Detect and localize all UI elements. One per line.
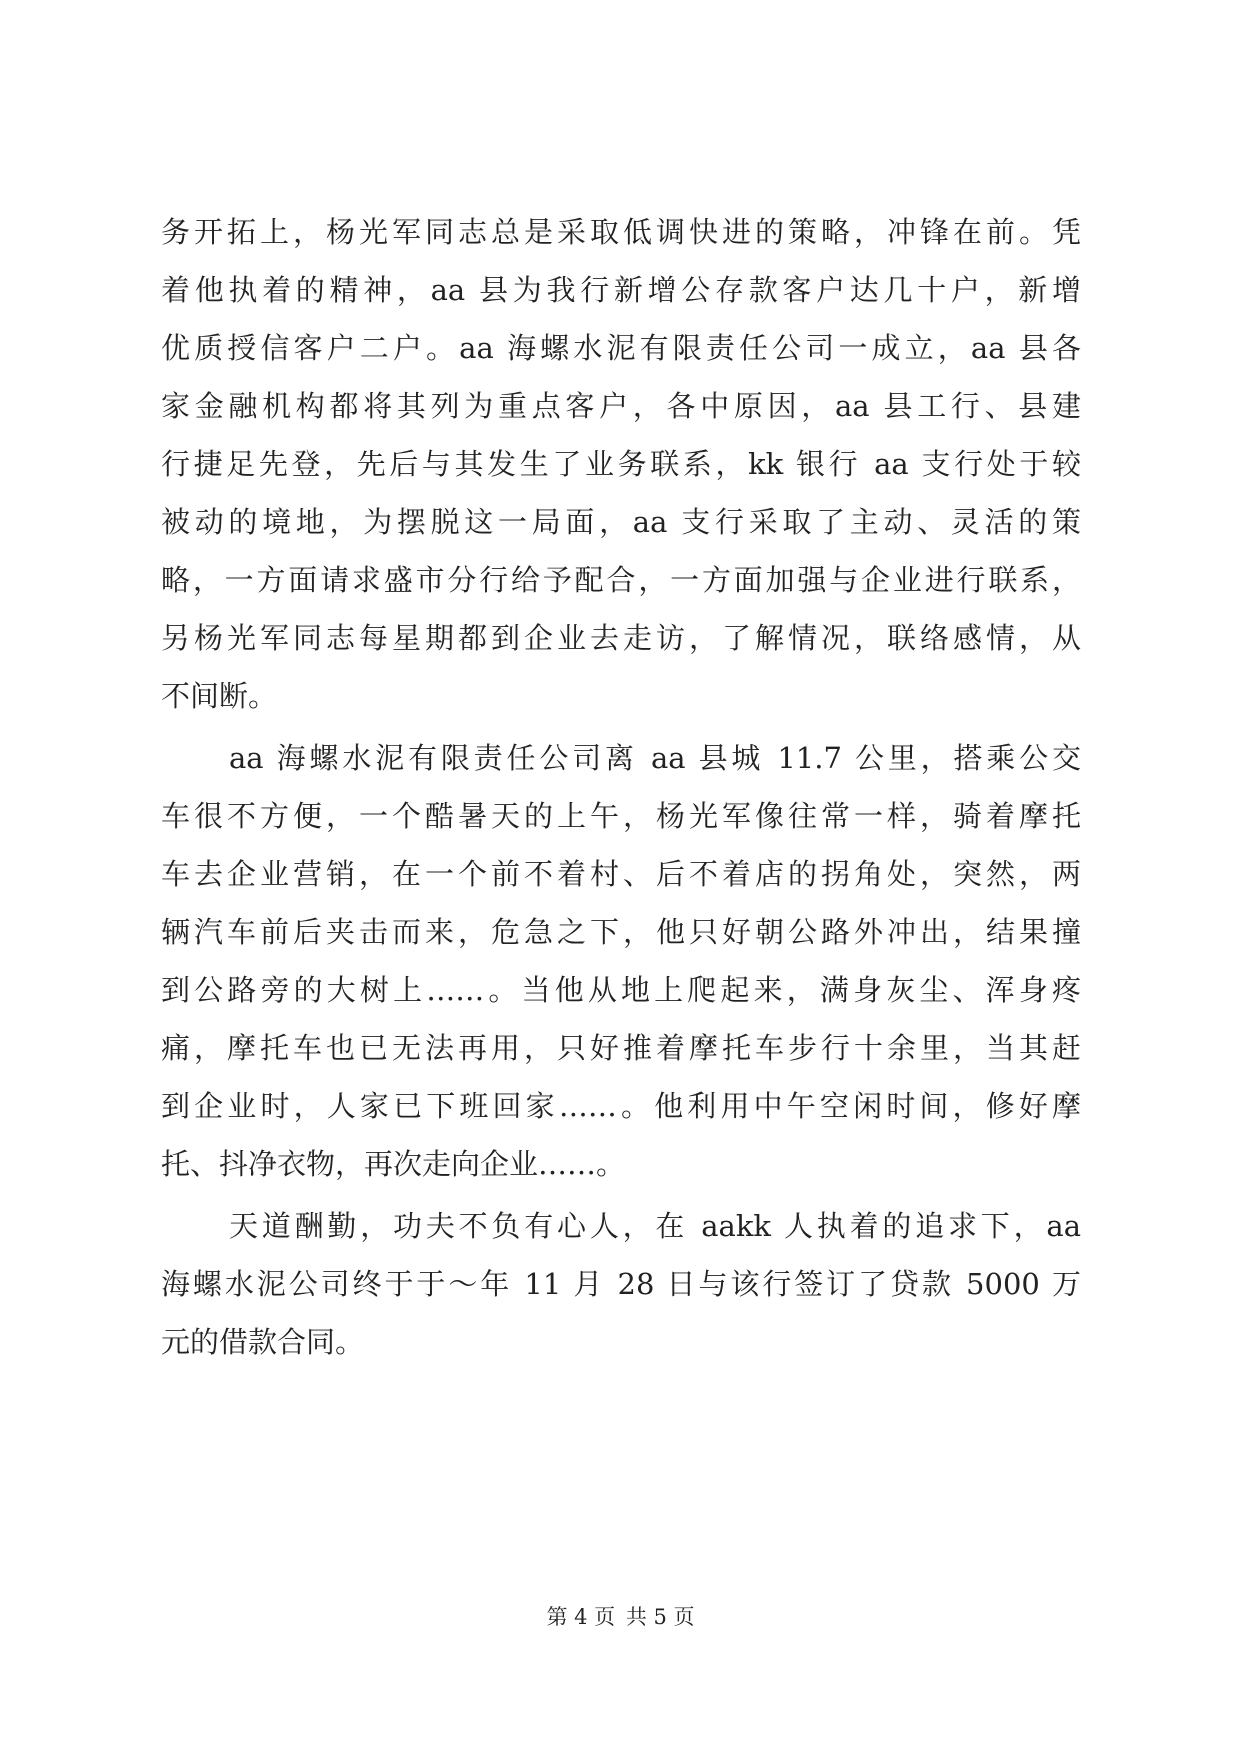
paragraph-1-line-8: 另杨光军同志每星期都到企业去走访，了解情况，联络感情，从 — [161, 621, 1081, 655]
paragraph-3-line-3: 元的借款合同。 — [161, 1325, 365, 1359]
paragraph-3-line-1: 天道酬勤，功夫不负有心人，在 aakk 人执着的追求下，aa — [229, 1209, 1081, 1243]
paragraph-2-line-3: 车去企业营销，在一个前不着村、后不着店的拐角处，突然，两 — [161, 857, 1081, 891]
paragraph-2-line-6: 痛，摩托车也已无法再用，只好推着摩托车步行十余里，当其赶 — [161, 1031, 1081, 1065]
paragraph-2-line-1: aa 海螺水泥有限责任公司离 aa 县城 11.7 公里，搭乘公交 — [229, 741, 1081, 775]
page-total: 共 5 页 — [625, 1605, 695, 1629]
page-footer — [0, 1603, 1241, 1631]
paragraph-3-line-2: 海螺水泥公司终于于～年 11 月 28 日与该行签订了贷款 5000 万 — [161, 1267, 1081, 1301]
paragraph-1-line-6: 被动的境地，为摆脱这一局面，aa 支行采取了主动、灵活的策 — [161, 505, 1081, 539]
paragraph-2-line-8: 托、抖净衣物，再次走向企业……。 — [161, 1147, 626, 1181]
paragraph-1-line-4: 家金融机构都将其列为重点客户，各中原因，aa 县工行、县建 — [161, 389, 1081, 423]
paragraph-1-line-1: 务开拓上，杨光军同志总是采取低调快进的策略，冲锋在前。凭 — [161, 215, 1081, 249]
paragraph-1-line-9: 不间断。 — [161, 679, 278, 713]
paragraph-2-line-4: 辆汽车前后夹击而来，危急之下，他只好朝公路外冲出，结果撞 — [161, 915, 1081, 949]
paragraph-2-line-5: 到公路旁的大树上……。当他从地上爬起来，满身灰尘、浑身疼 — [161, 973, 1081, 1007]
page-number: 第 4 页 — [546, 1605, 616, 1629]
paragraph-1-line-2: 着他执着的精神，aa 县为我行新增公存款客户达几十户，新增 — [161, 273, 1081, 307]
paragraph-1-line-3: 优质授信客户二户。aa 海螺水泥有限责任公司一成立，aa 县各 — [161, 331, 1081, 365]
paragraph-2-line-7: 到企业时，人家已下班回家……。他利用中午空闲时间，修好摩 — [161, 1089, 1081, 1123]
paragraph-1-line-5: 行捷足先登，先后与其发生了业务联系，kk 银行 aa 支行处于较 — [161, 447, 1081, 481]
paragraph-1-line-7: 略，一方面请求盛市分行给予配合，一方面加强与企业进行联系， — [161, 563, 1081, 597]
paragraph-2-line-2: 车很不方便，一个酷暑天的上午，杨光军像往常一样，骑着摩托 — [161, 799, 1081, 833]
